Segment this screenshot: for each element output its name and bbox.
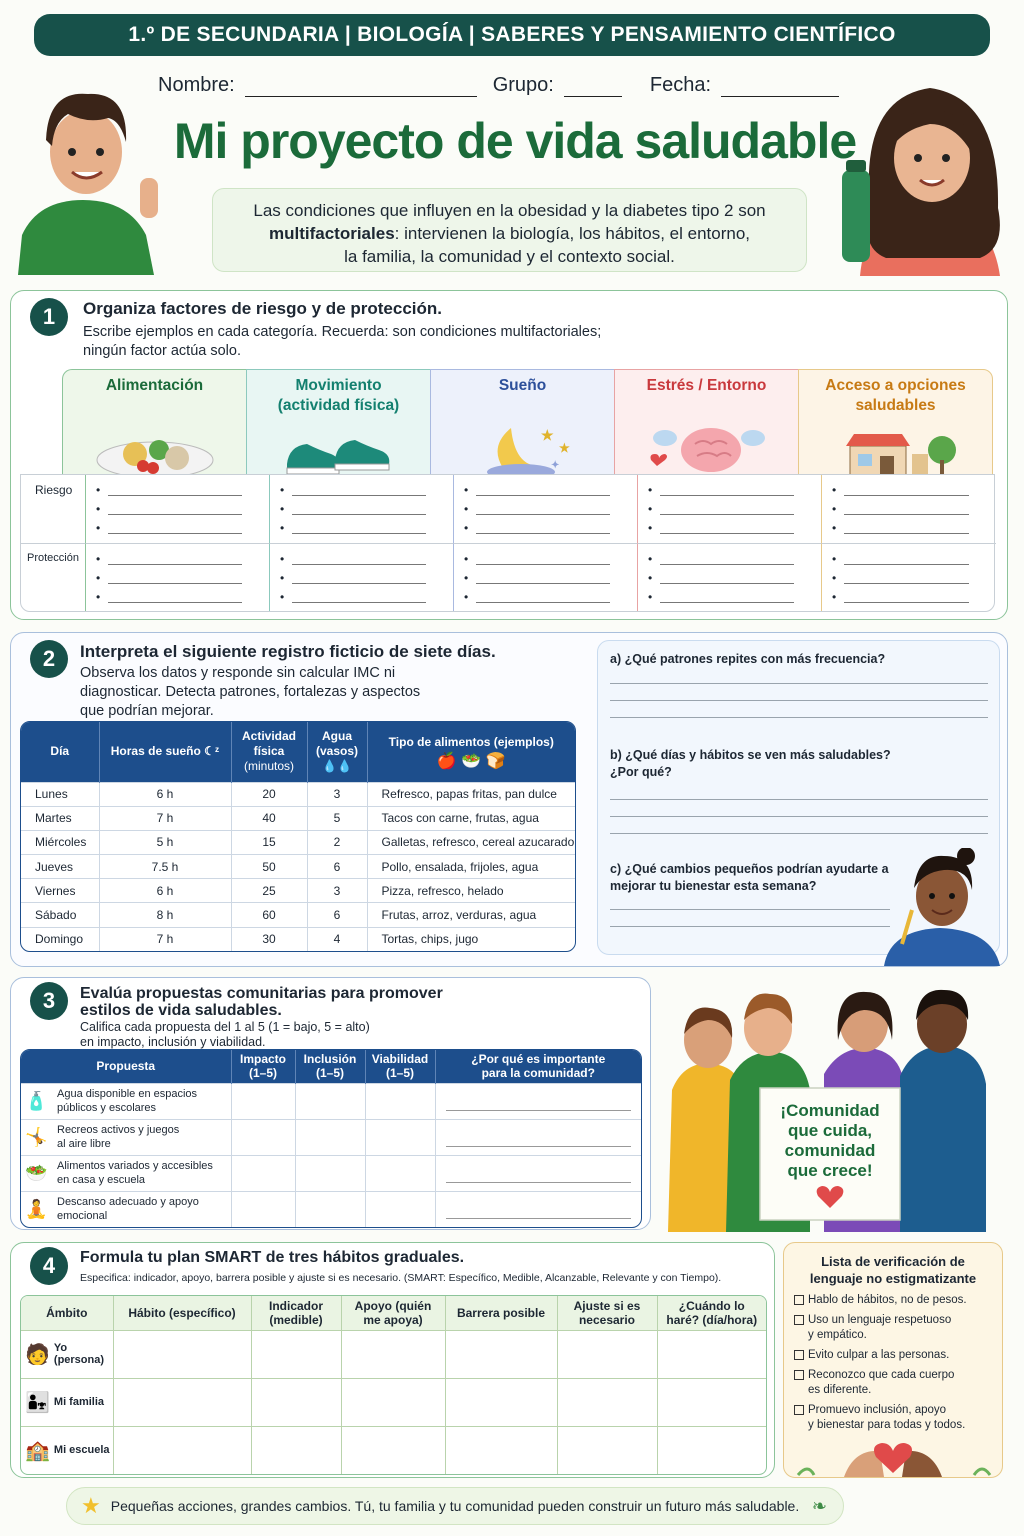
bullet-line[interactable]: •	[464, 519, 637, 538]
checkbox[interactable]	[794, 1370, 804, 1380]
svg-text:★: ★	[540, 427, 554, 443]
ambito-label-l1: Yo	[53, 1342, 68, 1354]
bullet-line[interactable]: •	[96, 500, 269, 519]
question-c-l2: mejorar tu bienestar esta semana?	[610, 879, 817, 893]
plan-input-cell[interactable]	[657, 1378, 766, 1426]
bullet-line[interactable]: •	[648, 550, 821, 569]
section-4-title: Formula tu plan SMART de tres hábitos graduales.	[80, 1249, 465, 1266]
bullet-line[interactable]: •	[280, 481, 453, 500]
section-1-subtitle-line1: Escribe ejemplos en cada categoría. Recuerda: son condiciones multifactoriales;	[83, 324, 602, 340]
table-cell: 3	[307, 782, 367, 806]
table-row	[21, 1426, 766, 1474]
table-cell: Pizza, refresco, helado	[367, 879, 575, 903]
bullet-cell[interactable]	[453, 543, 637, 611]
col-actividad-l1: Actividad	[241, 729, 296, 744]
col-tipo-label: Tipo de alimentos (ejemplos)	[388, 734, 554, 749]
svg-text:★: ★	[558, 441, 570, 455]
section-3-subtitle-l1: Califica cada propuesta del 1 al 5 (1 = bajo, 5 = alto)	[80, 1020, 370, 1034]
table-row	[21, 1119, 641, 1155]
bullet-line[interactable]: •	[464, 569, 637, 588]
plan-input-cell[interactable]	[657, 1426, 766, 1474]
col-inclusion-l1: Inclusión	[303, 1052, 357, 1067]
col-indicador-l1: Indicador	[268, 1298, 323, 1313]
nombre-field[interactable]	[245, 79, 477, 97]
kids-playing-icon: 🤸	[25, 1127, 48, 1147]
table-row	[21, 1083, 641, 1119]
section-1-subtitle-line2: ningún factor actúa solo.	[83, 343, 241, 359]
bullet-cell[interactable]	[821, 475, 996, 543]
col-impacto-l1: Impacto	[239, 1052, 286, 1067]
plan-input-cell[interactable]	[557, 1330, 657, 1378]
col-viabilidad-l1: Viabilidad	[371, 1052, 429, 1067]
category-2	[430, 369, 614, 475]
bullet-cell[interactable]	[637, 543, 821, 611]
proposal-text-l1: Recreos activos y juegos	[57, 1124, 180, 1136]
proposal-cell	[21, 1191, 231, 1227]
proposal-text-l1: Agua disponible en espacios	[57, 1088, 198, 1100]
col-viabilidad-l2: (1–5)	[385, 1066, 414, 1081]
water-drops-icon: 💧💧	[322, 759, 352, 774]
answer-b-lines[interactable]	[610, 799, 988, 850]
col-habito: Hábito (específico)	[113, 1296, 251, 1330]
checklist-item[interactable]	[794, 1368, 994, 1398]
student-info-line	[158, 74, 839, 97]
bullet-line[interactable]: •	[280, 500, 453, 519]
checklist-text-l2: y empático.	[808, 1329, 867, 1341]
fecha-label: Fecha:	[649, 74, 712, 96]
table-cell: Domingo	[21, 927, 99, 951]
col-ajuste-l2: necesario	[578, 1312, 636, 1327]
col-actividad	[231, 722, 307, 782]
plan-input-cell[interactable]	[445, 1426, 557, 1474]
bullet-line[interactable]: •	[464, 550, 637, 569]
category-header-row	[62, 369, 995, 475]
page-title: Mi proyecto de vida saludable	[173, 113, 857, 169]
seven-day-log-body	[21, 782, 575, 951]
section-3-title-l2: estilos de vida saludables.	[80, 1002, 282, 1019]
table-cell: Jueves	[21, 855, 99, 879]
food-icons: 🍎 🥗 🍞	[436, 752, 506, 770]
bullet-cell[interactable]	[821, 543, 996, 611]
table-cell: Martes	[21, 806, 99, 830]
checklist-text-l1: Uso un lenguaje respetuoso	[808, 1314, 952, 1326]
seven-day-log-table	[20, 721, 576, 952]
plan-input-cell[interactable]	[251, 1378, 341, 1426]
leaf-icon: ❧	[811, 1495, 827, 1516]
bullet-cells	[85, 475, 995, 611]
svg-text:✦: ✦	[550, 460, 559, 471]
category-label: Estrés / Entorno	[646, 377, 767, 394]
plan-input-cell[interactable]	[445, 1330, 557, 1378]
por-que-input[interactable]	[435, 1119, 641, 1155]
col-ajuste	[557, 1296, 657, 1330]
table-cell: 3	[307, 879, 367, 903]
por-que-input[interactable]	[435, 1155, 641, 1191]
checkbox[interactable]	[794, 1350, 804, 1360]
table-row	[21, 855, 575, 879]
bullet-cell[interactable]	[637, 475, 821, 543]
boy-thumbs-up-illustration	[8, 60, 158, 275]
checklist-text-l2: es diferente.	[808, 1384, 872, 1396]
table-row	[21, 903, 575, 927]
table-cell: 5 h	[99, 830, 231, 854]
table-row	[21, 1191, 641, 1227]
checklist-text-l1: Evito culpar a las personas.	[808, 1349, 950, 1361]
ambito-cell	[21, 1330, 113, 1378]
section-1-title: Organiza factores de riesgo y de protección.	[83, 299, 442, 318]
section-3-title	[80, 985, 443, 1019]
nombre-label: Nombre:	[158, 74, 235, 96]
student-thinking-illustration	[884, 848, 1004, 966]
subject-banner: 1.º DE SECUNDARIA | BIOLOGÍA | SABERES Y PENSAMIENTO CIENTÍFICO	[34, 14, 990, 56]
col-sueno-label: Horas de sueño	[110, 744, 201, 759]
ambito-label-l1: Mi escuela	[53, 1444, 110, 1457]
section-2-subtitle	[80, 664, 420, 721]
table-row	[21, 1155, 641, 1191]
school-icon: 🏫	[25, 1439, 50, 1462]
category-label: Acceso a opciones	[825, 377, 966, 394]
viabilidad-input[interactable]	[365, 1191, 435, 1227]
section-2-title: Interpreta el siguiente registro ficticio de siete días.	[80, 642, 496, 661]
bullet-line[interactable]: •	[96, 569, 269, 588]
table-cell: 15	[231, 830, 307, 854]
checklist-text-l2: y bienestar para todas y todos.	[808, 1419, 966, 1431]
plan-input-cell[interactable]	[341, 1426, 445, 1474]
plan-input-cell[interactable]	[251, 1426, 341, 1474]
checklist-item[interactable]	[794, 1313, 994, 1343]
bullet-line[interactable]: •	[464, 588, 637, 607]
viabilidad-input[interactable]	[365, 1119, 435, 1155]
table-row	[21, 1378, 766, 1426]
table-cell: Viernes	[21, 879, 99, 903]
bullet-line[interactable]: •	[96, 550, 269, 569]
section-1-number: 1	[30, 298, 68, 336]
bullet-cell[interactable]	[269, 543, 453, 611]
table-row	[21, 782, 575, 806]
table-row	[21, 879, 575, 903]
salad-icon: 🥗	[25, 1163, 48, 1183]
table-cell: Tortas, chips, jugo	[367, 927, 575, 951]
footer-text: Pequeñas acciones, grandes cambios. Tú, tu familia y tu comunidad pueden construir un futuro más saludable.	[110, 1498, 800, 1514]
category-label: Alimentación	[105, 377, 204, 394]
col-sueno	[99, 722, 231, 782]
moon-sleep-icon: ☾ᶻ	[204, 744, 220, 759]
section-4-subtitle: Especifica: indicador, apoyo, barrera posible y ajuste si es necesario. (SMART: Específico, Medible, Alcanzable, Relevante y con Tiempo).	[80, 1272, 722, 1284]
bullet-line[interactable]: •	[280, 550, 453, 569]
col-ambito: Ámbito	[21, 1296, 113, 1330]
table-cell: 30	[231, 927, 307, 951]
por-que-input[interactable]	[435, 1083, 641, 1119]
table-cell: Miércoles	[21, 830, 99, 854]
sign-line-2: que cuida,	[787, 1121, 873, 1140]
viabilidad-input[interactable]	[365, 1155, 435, 1191]
plan-input-cell[interactable]	[113, 1378, 251, 1426]
factors-grid	[20, 474, 995, 612]
ambito-cell	[21, 1378, 113, 1426]
answer-a-lines[interactable]	[610, 683, 988, 734]
table-cell: 40	[231, 806, 307, 830]
table-cell: 6 h	[99, 879, 231, 903]
section-4-number: 4	[30, 1247, 68, 1285]
category-0	[62, 369, 246, 475]
family-icon: 👨‍👧	[25, 1391, 50, 1414]
col-agua-l1: Agua	[322, 729, 352, 744]
question-c	[610, 861, 889, 895]
grupo-label: Grupo:	[492, 74, 554, 96]
category-1	[246, 369, 430, 475]
checklist-title-l1: Lista de verificación de	[821, 1254, 965, 1269]
col-barrera: Barrera posible	[445, 1296, 557, 1330]
bullet-line[interactable]: •	[832, 550, 996, 569]
bullet-line[interactable]: •	[96, 519, 269, 538]
checklist-text-l1: Promuevo inclusión, apoyo	[808, 1404, 947, 1416]
category-label: Movimiento	[295, 377, 382, 394]
section-2-subtitle-line3: que podrían mejorar.	[80, 703, 214, 719]
table-cell: 20	[231, 782, 307, 806]
table-cell: Tacos con carne, frutas, agua	[367, 806, 575, 830]
proposals-body	[21, 1083, 641, 1227]
smart-plan-table	[20, 1295, 767, 1475]
por-que-input[interactable]	[435, 1191, 641, 1227]
plan-input-cell[interactable]	[557, 1426, 657, 1474]
sign-line-4: que crece!	[787, 1161, 873, 1180]
inclusion-input[interactable]	[295, 1083, 365, 1119]
section-2-number: 2	[30, 640, 68, 678]
col-inclusion	[295, 1050, 365, 1083]
section-2-subtitle-line1: Observa los datos y responde sin calcular IMC ni	[80, 665, 396, 681]
col-inclusion-l2: (1–5)	[315, 1066, 344, 1081]
proposal-text-l2: públicos y escolares	[57, 1102, 157, 1114]
impacto-input[interactable]	[231, 1119, 295, 1155]
table-row	[21, 806, 575, 830]
checklist-item[interactable]	[794, 1348, 994, 1363]
inclusion-input[interactable]	[295, 1191, 365, 1227]
impacto-input[interactable]	[231, 1083, 295, 1119]
plan-input-cell[interactable]	[341, 1330, 445, 1378]
checklist-text-l1: Hablo de hábitos, no de pesos.	[808, 1294, 967, 1306]
table-cell: 25	[231, 879, 307, 903]
checkbox[interactable]	[794, 1295, 804, 1305]
inclusion-input[interactable]	[295, 1155, 365, 1191]
proposals-table	[20, 1049, 642, 1228]
table-cell: 4	[307, 927, 367, 951]
table-row	[21, 927, 575, 951]
bullet-line[interactable]: •	[648, 588, 821, 607]
category-label-2: (actividad física)	[277, 397, 400, 414]
table-cell: 8 h	[99, 903, 231, 927]
bullet-line[interactable]: •	[280, 588, 453, 607]
bullet-cell[interactable]	[453, 475, 637, 543]
bullet-line[interactable]: •	[648, 481, 821, 500]
checklist-text-l1: Reconozco que cada cuerpo	[808, 1369, 955, 1381]
table-cell: 6 h	[99, 782, 231, 806]
impacto-input[interactable]	[231, 1191, 295, 1227]
table-cell: Frutas, arroz, verduras, agua	[367, 903, 575, 927]
ambito-label-l1: Mi familia	[53, 1396, 105, 1408]
section-3-title-l1: Evalúa propuestas comunitarias para promover	[80, 985, 443, 1002]
question-c-l1: c) ¿Qué cambios pequeños podrían ayudarte a	[610, 862, 889, 876]
proposal-cell	[21, 1155, 231, 1191]
bullet-cell[interactable]	[85, 475, 269, 543]
section-3-subtitle-l2: en impacto, inclusión y viabilidad.	[80, 1035, 266, 1049]
col-agua-l2: (vasos)	[315, 744, 359, 759]
hands-heart-icon	[784, 1429, 1002, 1477]
question-b	[610, 747, 891, 781]
plan-input-cell[interactable]	[445, 1378, 557, 1426]
table-cell: 6	[307, 903, 367, 927]
col-por-que	[435, 1050, 641, 1083]
viabilidad-input[interactable]	[365, 1083, 435, 1119]
col-viabilidad	[365, 1050, 435, 1083]
proposal-text-l2: al aire libre	[57, 1138, 111, 1150]
plan-input-cell[interactable]	[341, 1378, 445, 1426]
plan-input-cell[interactable]	[113, 1330, 251, 1378]
proposal-text-l1: Alimentos variados y accesibles	[57, 1160, 213, 1172]
col-impacto	[231, 1050, 295, 1083]
bullet-line[interactable]: •	[832, 569, 996, 588]
category-label-2: saludables	[855, 397, 936, 414]
person-icon: 🧑	[25, 1343, 50, 1366]
question-a: a) ¿Qué patrones repites con más frecuencia?	[610, 652, 886, 666]
section-3-number: 3	[30, 982, 68, 1020]
bullet-line[interactable]: •	[648, 569, 821, 588]
checkbox[interactable]	[794, 1315, 804, 1325]
col-agua	[307, 722, 367, 782]
sign-line-1: ¡Comunidad	[780, 1101, 880, 1120]
table-cell: 7 h	[99, 806, 231, 830]
impacto-input[interactable]	[231, 1155, 295, 1191]
row-label-riesgo: Riesgo	[35, 483, 73, 497]
smart-plan-body	[21, 1330, 766, 1474]
table-row	[21, 1330, 766, 1378]
table-cell: 7 h	[99, 927, 231, 951]
bullet-line[interactable]: •	[832, 481, 996, 500]
bullet-cell[interactable]	[269, 475, 453, 543]
bullet-line[interactable]: •	[832, 588, 996, 607]
section-3-subtitle	[80, 1020, 370, 1050]
fecha-field[interactable]	[721, 79, 839, 97]
col-apoyo-l2: me apoya)	[363, 1312, 423, 1327]
bullet-line[interactable]: •	[280, 519, 453, 538]
meditation-icon: 🧘	[25, 1199, 48, 1220]
footer-banner	[66, 1487, 844, 1525]
table-cell: 60	[231, 903, 307, 927]
table-cell: Pollo, ensalada, frijoles, agua	[367, 855, 575, 879]
col-propuesta: Propuesta	[21, 1050, 231, 1083]
col-ajuste-l1: Ajuste si es	[573, 1298, 641, 1313]
table-cell: 7.5 h	[99, 855, 231, 879]
grupo-field[interactable]	[564, 79, 622, 97]
bullet-line[interactable]: •	[464, 500, 637, 519]
plan-input-cell[interactable]	[251, 1330, 341, 1378]
proposal-cell	[21, 1083, 231, 1119]
plan-input-cell[interactable]	[557, 1378, 657, 1426]
proposal-text-l1: Descanso adecuado y apoyo	[57, 1196, 199, 1209]
plan-input-cell[interactable]	[113, 1426, 251, 1474]
bullet-line[interactable]: •	[832, 500, 996, 519]
col-apoyo	[341, 1296, 445, 1330]
checkbox[interactable]	[794, 1405, 804, 1415]
col-apoyo-l1: Apoyo (quién	[354, 1298, 432, 1313]
checklist-items	[784, 1287, 1002, 1433]
checklist-item[interactable]	[794, 1293, 994, 1308]
bullet-line[interactable]: •	[648, 500, 821, 519]
water-bottle-icon: 🧴	[25, 1091, 48, 1111]
table-cell: 50	[231, 855, 307, 879]
intro-bold-term: multifactoriales	[269, 224, 395, 243]
answer-c-lines[interactable]	[610, 909, 890, 943]
section-1-subtitle	[83, 323, 601, 361]
table-cell: Sábado	[21, 903, 99, 927]
sign-line-3: comunidad	[784, 1141, 876, 1160]
ambito-label-l2: (persona)	[53, 1354, 105, 1366]
bullet-cell[interactable]	[85, 543, 269, 611]
question-b-l2: ¿Por qué?	[610, 765, 672, 779]
category-label: Sueño	[498, 377, 547, 394]
bullet-line[interactable]: •	[96, 588, 269, 607]
col-por-que-l1: ¿Por qué es importante	[471, 1052, 606, 1067]
col-actividad-l3: (minutos)	[243, 759, 294, 774]
col-tipo	[367, 722, 575, 782]
table-cell: Galletas, refresco, cereal azucarado	[367, 830, 575, 854]
checklist-panel	[783, 1242, 1003, 1478]
bullet-line[interactable]: •	[832, 519, 996, 538]
col-indicador-l2: (medible)	[269, 1312, 323, 1327]
row-label-proteccion: Protección	[21, 543, 85, 611]
proposal-text-l2: emocional	[57, 1210, 108, 1223]
table-cell: 5	[307, 806, 367, 830]
col-impacto-l2: (1–5)	[248, 1066, 277, 1081]
intro-line-2: : intervienen la biología, los hábitos, el entorno,	[394, 224, 750, 243]
col-indicador	[251, 1296, 341, 1330]
bullet-line[interactable]: •	[648, 519, 821, 538]
proposal-text-l2: en casa y escuela	[57, 1174, 146, 1186]
col-cuando-l2: haré? (día/hora)	[666, 1312, 758, 1327]
col-cuando-l1: ¿Cuándo lo	[678, 1298, 745, 1313]
inclusion-input[interactable]	[295, 1119, 365, 1155]
table-cell: Refresco, papas fritas, pan dulce	[367, 782, 575, 806]
community-group-illustration	[664, 980, 989, 1232]
checklist-title	[784, 1253, 1002, 1287]
star-icon: ★	[81, 1493, 101, 1518]
proposal-cell	[21, 1119, 231, 1155]
water-bottle-icon	[842, 170, 870, 262]
bullet-line[interactable]: •	[464, 481, 637, 500]
table-row	[21, 830, 575, 854]
table-cell: 2	[307, 830, 367, 854]
intro-line-3: la familia, la comunidad y el contexto social.	[344, 247, 675, 266]
checklist-title-l2: lenguaje no estigmatizante	[809, 1271, 977, 1286]
question-b-l1: b) ¿Qué días y hábitos se ven más saludables?	[610, 748, 891, 762]
col-dia: Día	[21, 722, 99, 782]
intro-box	[212, 188, 807, 272]
table-cell: 6	[307, 855, 367, 879]
col-por-que-l2: para la comunidad?	[481, 1066, 595, 1081]
bullet-line[interactable]: •	[280, 569, 453, 588]
section-2-subtitle-line2: diagnosticar. Detecta patrones, fortalezas y aspectos	[80, 684, 421, 700]
intro-line-1: Las condiciones que influyen en la obesidad y la diabetes tipo 2 son	[253, 201, 766, 220]
plan-input-cell[interactable]	[657, 1330, 766, 1378]
col-cuando	[657, 1296, 766, 1330]
category-3	[614, 369, 798, 475]
category-4	[798, 369, 993, 475]
col-actividad-l2: física	[253, 744, 285, 759]
table-cell: Lunes	[21, 782, 99, 806]
ambito-cell	[21, 1426, 113, 1474]
bullet-line[interactable]: •	[96, 481, 269, 500]
